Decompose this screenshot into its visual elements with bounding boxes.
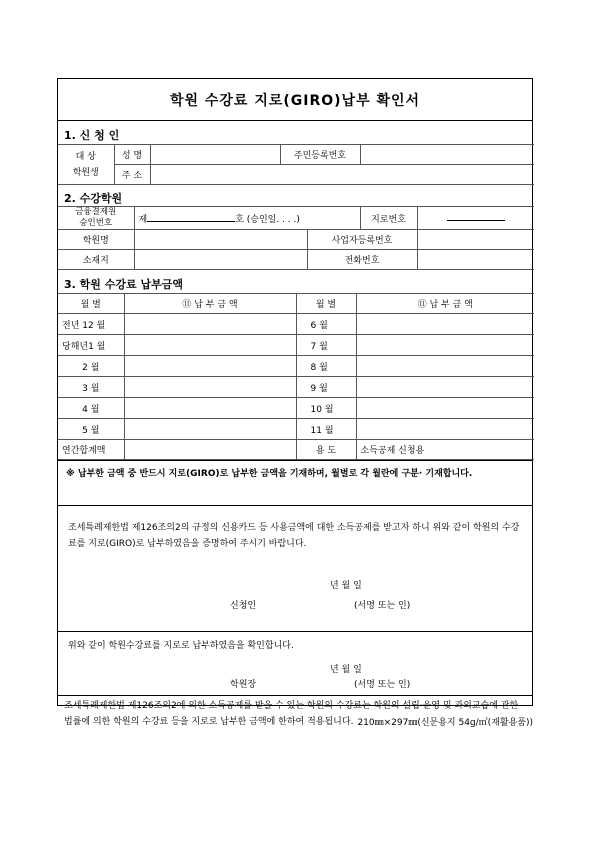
bizno-label: 사업자등록번호 [307,230,417,250]
phone-field[interactable] [417,250,534,270]
legal-text: 조세특례제한법 제126조의2에 의한 소득공제를 받을 수 있는 학원의 수강료는 학원의 설립·운영 및 과외교습에 관한 법률에 의한 학원의 수강료 등을 지로로 납부한 금액에 한하여 적용됩니다. [64,701,519,727]
paper-spec: 210㎜×297㎜(신문용지 54g/㎡(재활용품)) [357,718,533,728]
confirm-date: 년 월 일 [330,665,362,675]
request-date: 년 월 일 [330,581,362,591]
amount-field[interactable] [356,419,534,440]
total-field[interactable] [124,440,296,460]
payment-table [58,293,534,460]
approval-label: 금융결제원 승인번호 [58,207,134,230]
address-field[interactable] [150,165,534,185]
amount-field[interactable] [124,356,296,377]
amount-field[interactable] [356,335,534,356]
section3-heading: 3. 학원 수강료 납부금액 [64,278,183,291]
amount-field[interactable] [356,356,534,377]
section1-heading: 1. 신 청 인 [64,129,120,142]
subject-label: 대 상 학원생 [58,145,114,185]
applicant-table [58,144,534,185]
month-label: 6 월 [296,314,356,335]
month-label: 4 월 [58,398,124,419]
rrn-label: 주민등록번호 [280,145,360,165]
name-label: 성 명 [114,145,150,165]
month-label: 당해년1 월 [58,335,124,356]
rrn-field[interactable] [360,145,534,165]
phone-label: 전화번호 [307,250,417,270]
usage-label: 용 도 [296,440,356,460]
bizno-field[interactable] [417,230,534,250]
month-label: 7 월 [296,335,356,356]
confirm-box [58,632,532,696]
month-label: 2 월 [58,356,124,377]
confirm-text: 위와 같이 학원수강료를 지로로 납부하였음을 확인합니다. [68,641,294,651]
col-amount-right: ⑪ 납 부 금 액 [356,294,534,314]
month-label: 8 월 [296,356,356,377]
month-label: 전년 12 월 [58,314,124,335]
approval-number-field[interactable]: 제 호 (승인일. . . .) [134,207,360,230]
academy-name-field[interactable] [134,230,307,250]
giro-label: 지로번호 [360,207,417,230]
giro-field[interactable] [417,207,534,230]
amount-field[interactable] [124,398,296,419]
notice: ※ 납부한 금액 중 반드시 지로(GIRO)로 납부한 금액을 기재하며, 월별로 각 월란에 구분· 기재합니다. [58,460,532,506]
academy-table [58,206,534,270]
month-label: 9 월 [296,377,356,398]
amount-field[interactable] [124,377,296,398]
col-month-right: 월 별 [296,294,356,314]
name-field[interactable] [150,145,280,165]
amount-field[interactable] [124,314,296,335]
applicant-label: 신청인 [230,601,257,611]
request-box [58,506,532,632]
address-label: 주 소 [114,165,150,185]
month-label: 10 월 [296,398,356,419]
month-label: 3 월 [58,377,124,398]
location-label: 소재지 [58,250,134,270]
director-label: 학원장 [230,680,257,690]
amount-field[interactable] [356,398,534,419]
amount-field[interactable] [356,314,534,335]
col-month-left: 월 별 [58,294,124,314]
amount-field[interactable] [124,335,296,356]
form-title: 학원 수강료 지로(GIRO)납부 확인서 [58,79,532,121]
col-amount-left: ⑪ 납 부 금 액 [124,294,296,314]
amount-field[interactable] [356,377,534,398]
academy-name-label: 학원명 [58,230,134,250]
month-label: 5 월 [58,419,124,440]
section2-heading: 2. 수강학원 [64,192,123,205]
usage-value: 소득공제 신청용 [356,440,534,460]
month-label: 11 월 [296,419,356,440]
amount-field[interactable] [124,419,296,440]
location-field[interactable] [134,250,307,270]
request-text: 조세특례제한법 제126조의2의 규정의 신용카드 등 사용금액에 대한 소득공제를 받고자 하니 위와 같이 학원의 수강료를 지로(GIRO)로 납부하였음을 증명하여 주시기 바랍니다. [68,523,520,549]
total-label: 연간합계액 [58,440,124,460]
applicant-sign[interactable]: (서명 또는 인) [354,601,411,611]
director-sign[interactable]: (서명 또는 인) [354,680,411,690]
